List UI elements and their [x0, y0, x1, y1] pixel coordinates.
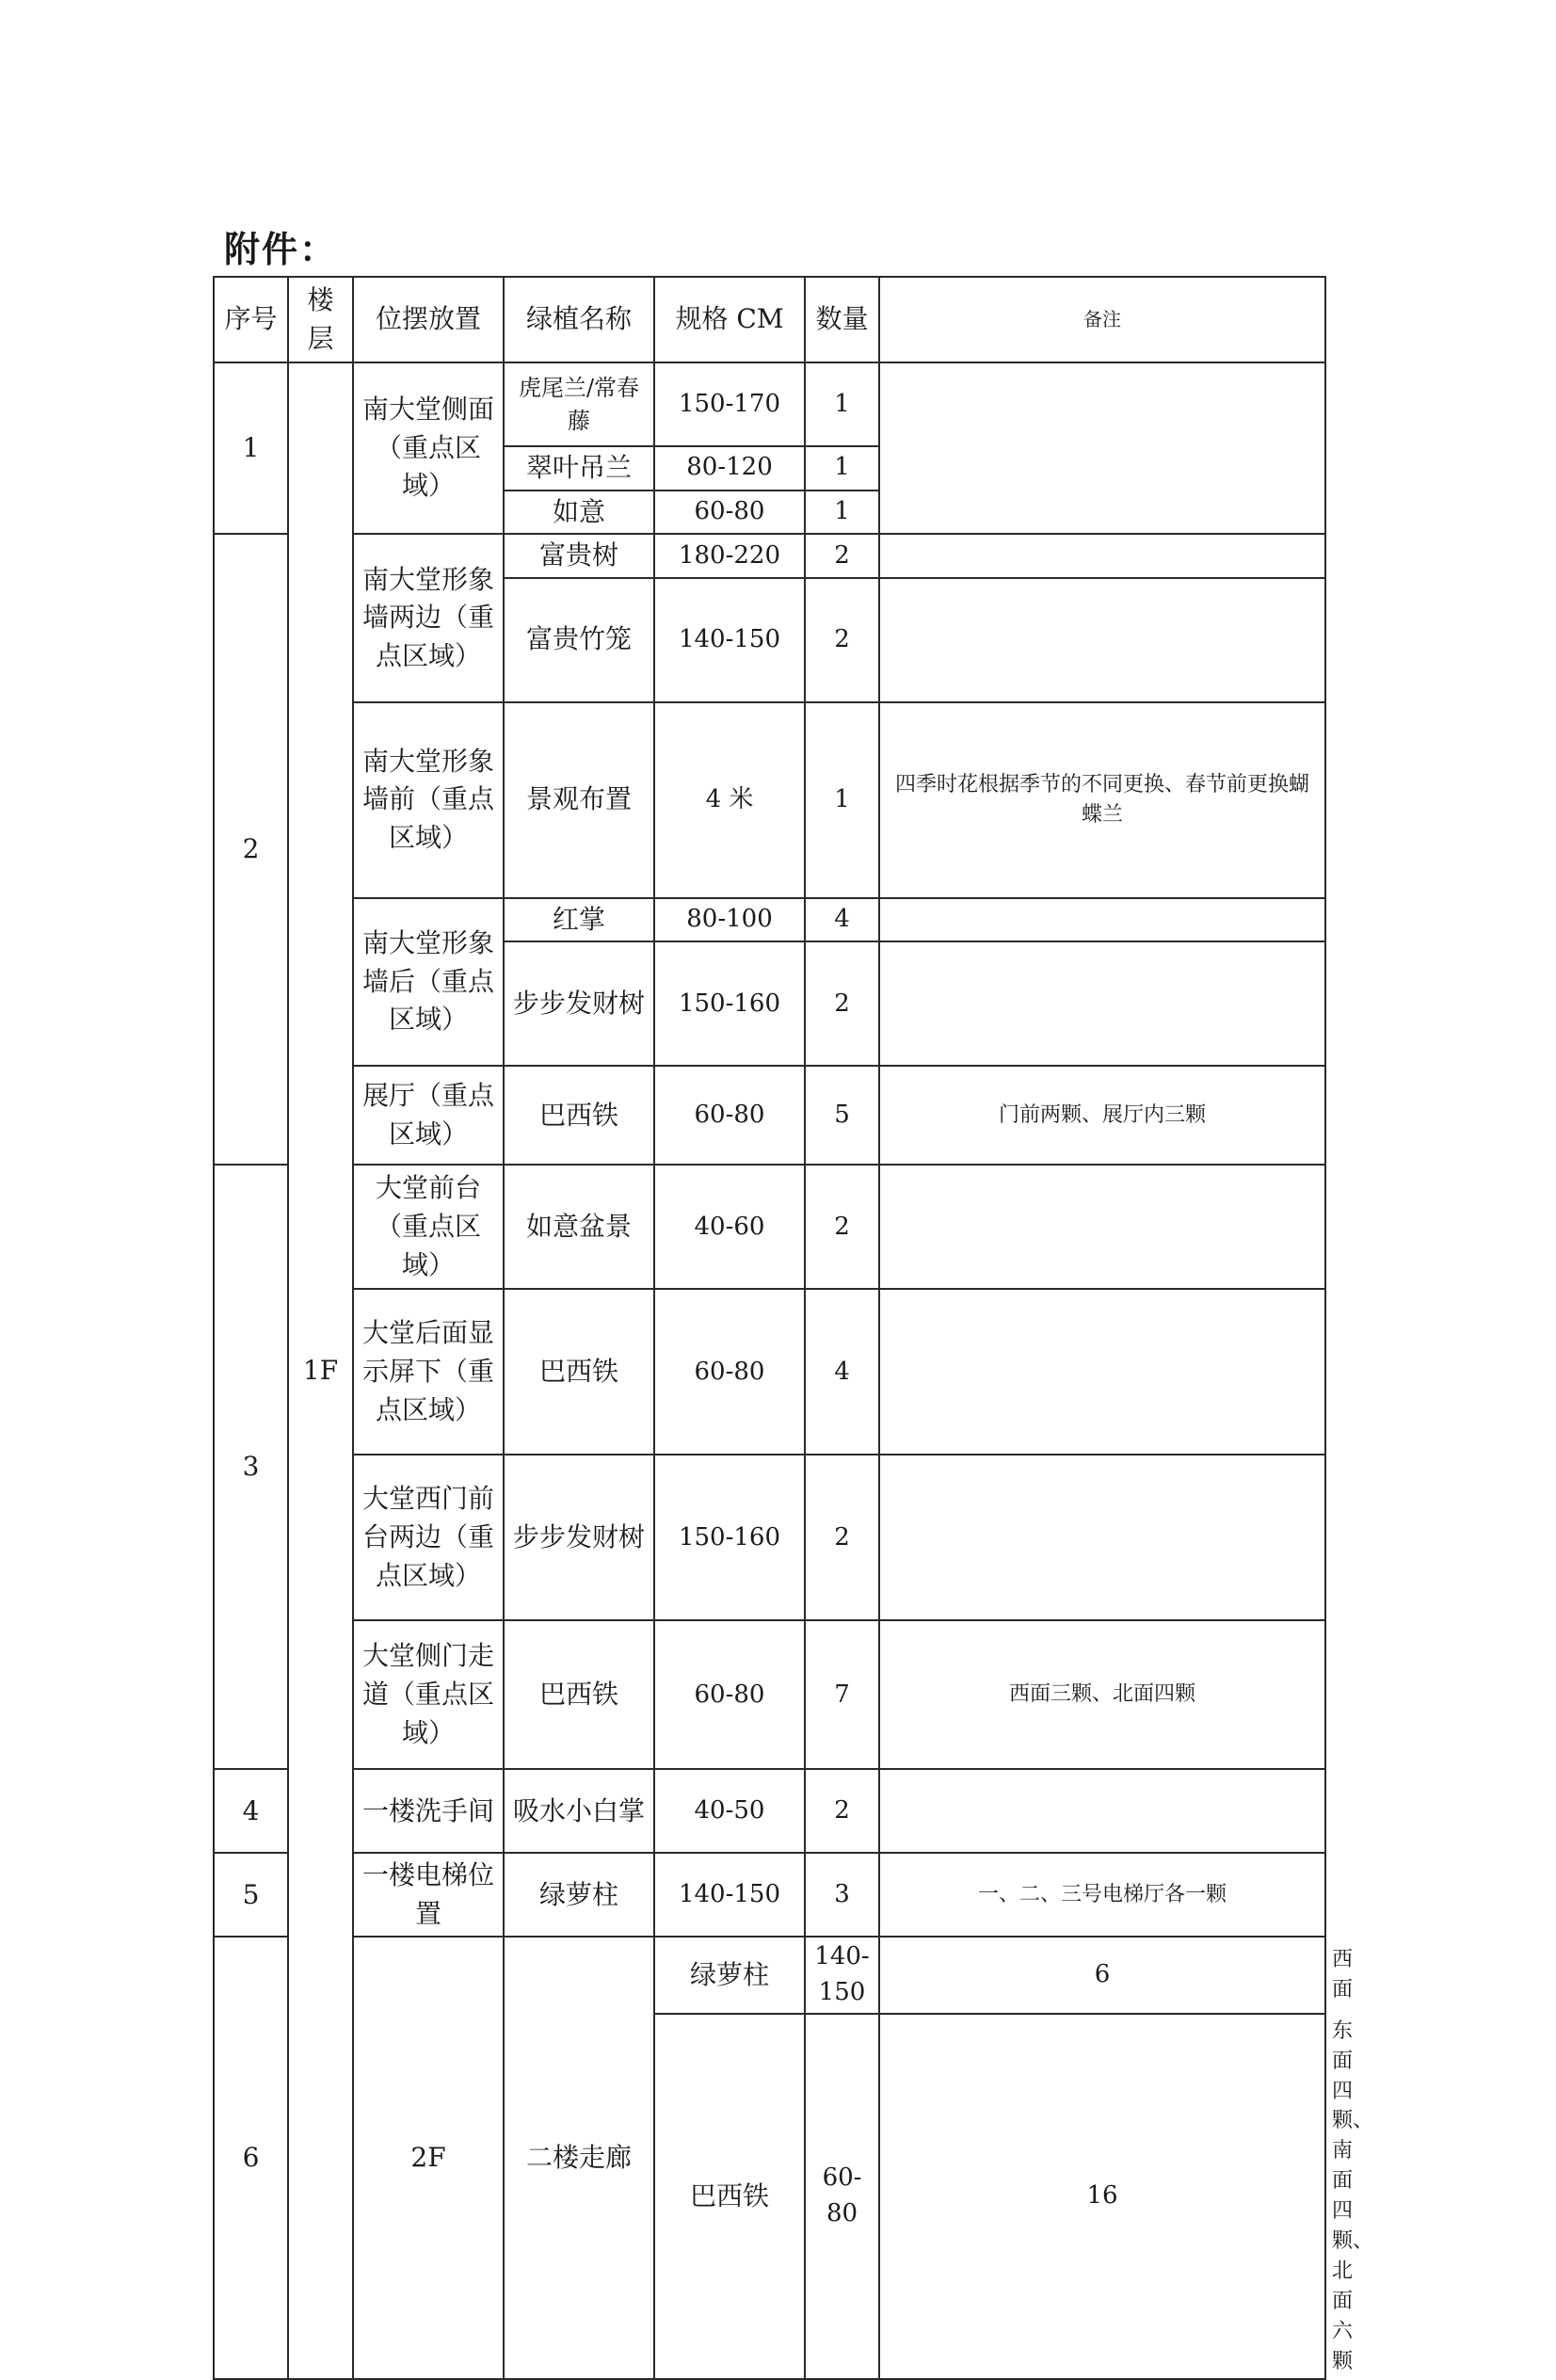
table-row: 6 2F 二楼走廊 绿萝柱 140-150 6 西面	[214, 1937, 1325, 2013]
cell-plant: 巴西铁	[654, 2014, 805, 2380]
cell-note	[879, 1455, 1325, 1620]
cell-qty: 1	[805, 362, 879, 446]
cell-plant: 绿萝柱	[504, 1853, 654, 1937]
cell-note: 西面三颗、北面四颗	[879, 1620, 1325, 1769]
attachment-heading: 附件：	[224, 229, 338, 270]
cell-spec: 80-120	[654, 446, 805, 490]
cell-qty: 2	[805, 578, 879, 702]
cell-spec: 140-150	[654, 1853, 805, 1937]
cell-plant: 吸水小白掌	[504, 1769, 654, 1853]
cell-plant: 巴西铁	[504, 1066, 654, 1165]
cell-qty: 2	[805, 1455, 879, 1620]
table-row	[214, 1769, 1325, 1853]
header-spec: 规格 CM	[654, 277, 805, 362]
header-qty: 数量	[805, 277, 879, 362]
table-row	[214, 1066, 1325, 1165]
cell-spec: 40-60	[654, 1165, 805, 1289]
cell-note: 一、二、三号电梯厅各一颗	[879, 1853, 1325, 1937]
cell-qty: 2	[805, 941, 879, 1066]
cell-location: 大堂西门前台两边（重点区域）	[353, 1455, 504, 1620]
cell-plant: 步步发财树	[504, 1455, 654, 1620]
cell-plant: 翠叶吊兰	[504, 446, 654, 490]
cell-location: 南大堂形象墙两边（重点区域）	[353, 534, 504, 702]
header-index: 序号	[214, 277, 288, 362]
cell-qty: 2	[805, 1165, 879, 1289]
cell-qty: 6	[879, 1937, 1325, 2013]
cell-index: 1	[214, 362, 288, 534]
cell-note	[879, 1769, 1325, 1853]
cell-location: 大堂后面显示屏下（重点区域）	[353, 1289, 504, 1455]
cell-qty: 4	[805, 1289, 879, 1455]
cell-spec: 140-150	[654, 578, 805, 702]
cell-index: 6	[214, 1937, 288, 2379]
cell-index: 2	[214, 534, 288, 1165]
cell-spec: 150-160	[654, 941, 805, 1066]
cell-plant: 红掌	[504, 898, 654, 942]
cell-index: 5	[214, 1853, 288, 1937]
cell-note	[879, 1289, 1325, 1455]
cell-note: 四季时花根据季节的不同更换、春节前更换蝴蝶兰	[879, 702, 1325, 898]
cell-qty: 16	[879, 2014, 1325, 2380]
cell-plant: 富贵竹笼	[504, 578, 654, 702]
cell-qty: 1	[805, 702, 879, 898]
cell-floor: 2F	[353, 1937, 504, 2379]
cell-spec: 4 米	[654, 702, 805, 898]
cell-spec: 140-150	[805, 1937, 879, 2013]
table-row	[214, 1165, 1325, 1289]
table-row	[214, 1620, 1325, 1769]
cell-plant: 巴西铁	[504, 1289, 654, 1455]
cell-qty: 3	[805, 1853, 879, 1937]
cell-location: 南大堂形象墙前（重点区域）	[353, 702, 504, 898]
cell-plant: 虎尾兰/常春藤	[504, 362, 654, 446]
cell-qty: 2	[805, 534, 879, 578]
table-row	[214, 362, 1325, 446]
cell-plant: 巴西铁	[504, 1620, 654, 1769]
cell-location: 南大堂侧面（重点区域）	[353, 362, 504, 534]
table-row	[214, 1455, 1325, 1620]
cell-note	[879, 578, 1325, 702]
cell-plant: 绿萝柱	[654, 1937, 805, 2013]
cell-spec: 80-100	[654, 898, 805, 942]
cell-spec: 60-80	[654, 1289, 805, 1455]
cell-spec: 60-80	[654, 1620, 805, 1769]
cell-spec: 150-160	[654, 1455, 805, 1620]
cell-plant: 如意	[504, 490, 654, 535]
cell-qty: 1	[805, 490, 879, 535]
cell-index: 4	[214, 1769, 288, 1853]
table-row	[214, 898, 1325, 942]
cell-plant: 步步发财树	[504, 941, 654, 1066]
cell-spec: 150-170	[654, 362, 805, 446]
cell-floor: 1F	[288, 362, 353, 2379]
cell-spec: 40-50	[654, 1769, 805, 1853]
table-row	[214, 1853, 1325, 1937]
table-row	[214, 534, 1325, 578]
header-plant: 绿植名称	[504, 277, 654, 362]
cell-note	[879, 1165, 1325, 1289]
greenery-placement-table	[213, 276, 1374, 2380]
cell-note: 门前两颗、展厅内三颗	[879, 1066, 1325, 1165]
cell-note	[879, 898, 1325, 942]
cell-spec: 60-80	[654, 1066, 805, 1165]
cell-note	[879, 362, 1325, 534]
cell-plant: 景观布置	[504, 702, 654, 898]
cell-location: 大堂前台（重点区域）	[353, 1165, 504, 1289]
cell-spec: 60-80	[805, 2014, 879, 2380]
cell-qty: 4	[805, 898, 879, 942]
cell-location: 一楼电梯位置	[353, 1853, 504, 1937]
cell-index: 3	[214, 1165, 288, 1769]
header-location: 位摆放置	[353, 277, 504, 362]
table-row	[214, 702, 1325, 898]
table-header-row	[214, 277, 1325, 362]
cell-qty: 7	[805, 1620, 879, 1769]
header-note: 备注	[879, 277, 1325, 362]
cell-location: 一楼洗手间	[353, 1769, 504, 1853]
cell-plant: 如意盆景	[504, 1165, 654, 1289]
cell-spec: 60-80	[654, 490, 805, 535]
cell-location: 二楼走廊	[504, 1937, 654, 2379]
cell-note	[879, 941, 1325, 1066]
table-row: 巴西铁 60-80 16 东面四颗、南面四颗、北面六颗	[214, 2014, 1325, 2380]
cell-qty: 5	[805, 1066, 879, 1165]
header-floor: 楼层	[288, 277, 353, 362]
cell-spec: 180-220	[654, 534, 805, 578]
cell-qty: 1	[805, 446, 879, 490]
cell-qty: 2	[805, 1769, 879, 1853]
cell-location: 大堂侧门走道（重点区域）	[353, 1620, 504, 1769]
cell-note	[879, 534, 1325, 578]
table-row	[214, 1289, 1325, 1455]
cell-location: 展厅（重点区域）	[353, 1066, 504, 1165]
cell-plant: 富贵树	[504, 534, 654, 578]
cell-location: 南大堂形象墙后（重点区域）	[353, 898, 504, 1067]
